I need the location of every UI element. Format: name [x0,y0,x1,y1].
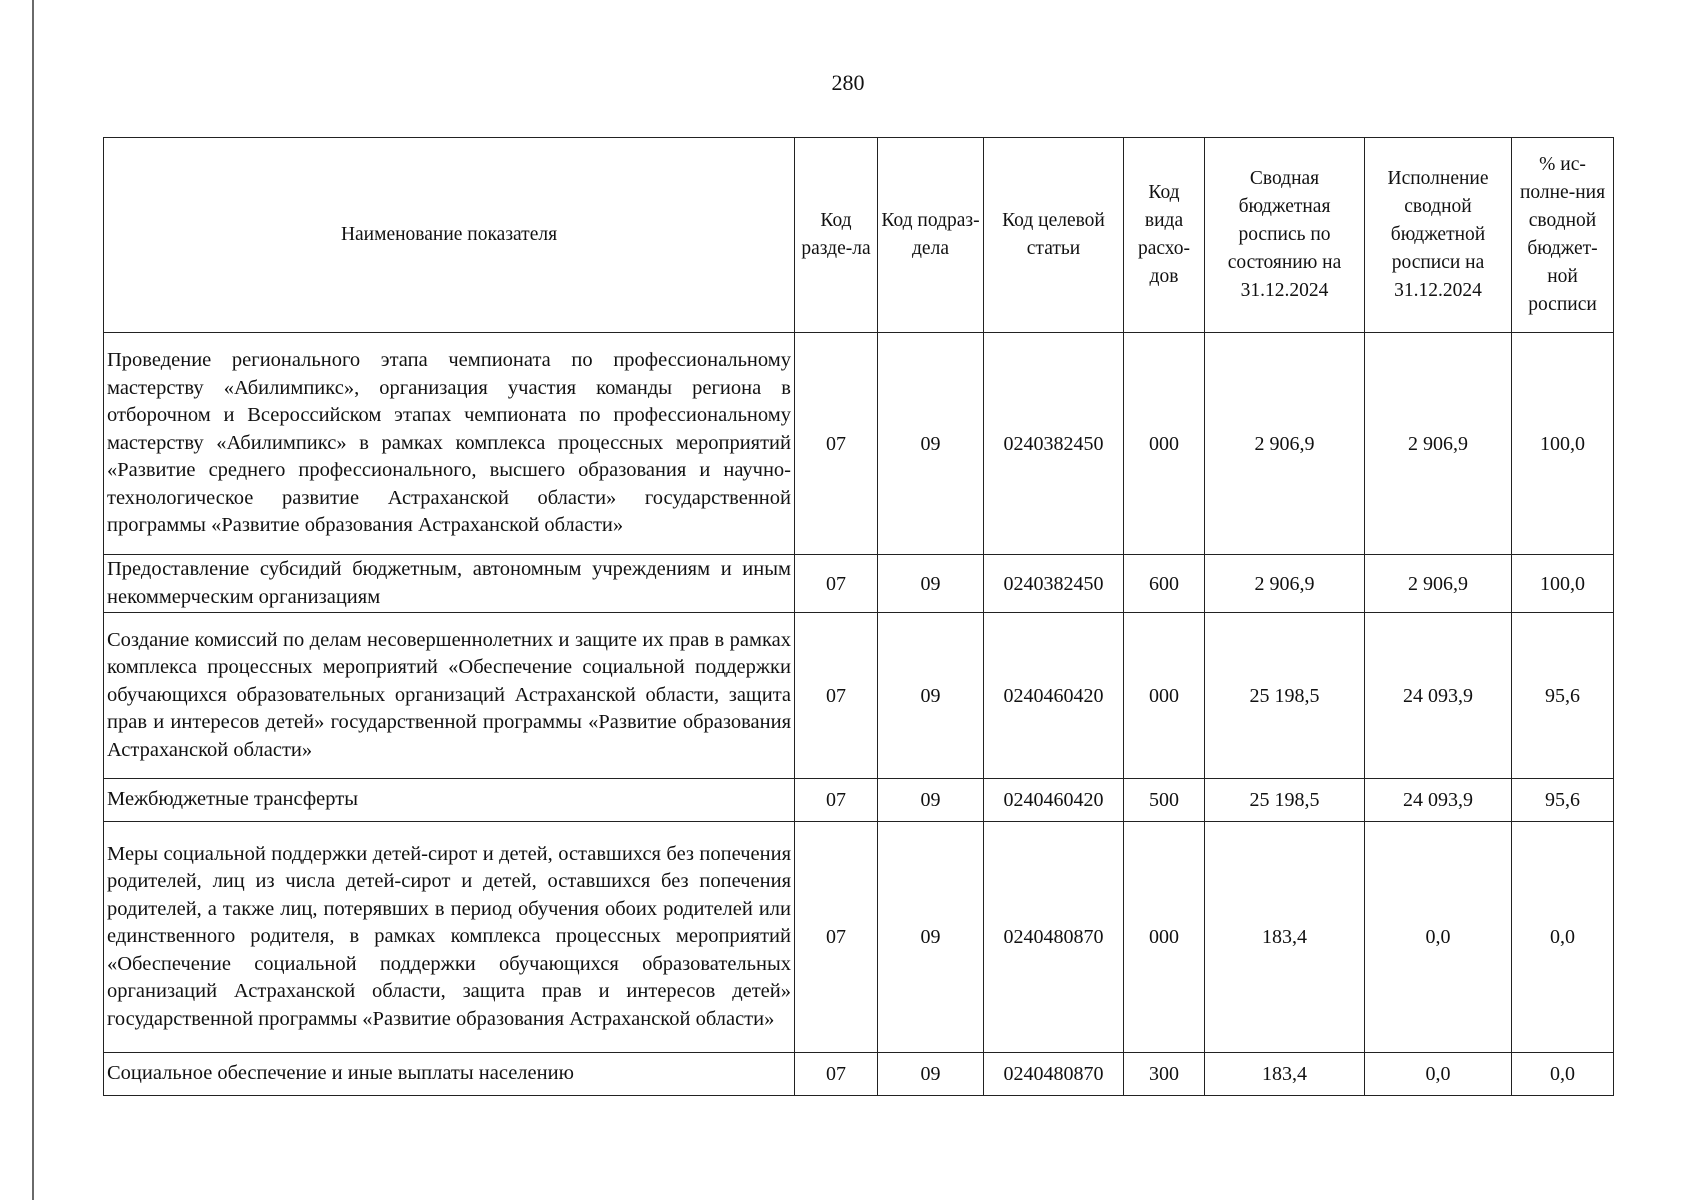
row-subsection: 09 [878,613,984,779]
row-section: 07 [795,1053,878,1096]
table-row [104,1053,1614,1096]
header-name: Наименование показателя [104,138,795,333]
budget-execution-table [103,137,1614,1096]
row-target: 0240460420 [984,613,1124,779]
row-name: Предоставление субсидий бюджетным, автономным учреждениям и иным некоммерческим организациям [104,555,795,613]
row-percent: 95,6 [1512,779,1614,822]
table-row [104,779,1614,822]
header-expense-type: Код вида расхо-дов [1124,138,1205,333]
row-type: 000 [1124,822,1205,1053]
row-percent: 0,0 [1512,822,1614,1053]
row-percent: 100,0 [1512,333,1614,555]
row-type: 300 [1124,1053,1205,1096]
row-target: 0240480870 [984,822,1124,1053]
header-target-code: Код целевой статьи [984,138,1124,333]
row-execution: 2 906,9 [1365,555,1512,613]
header-section-code: Код разде-ла [795,138,878,333]
row-section: 07 [795,779,878,822]
row-section: 07 [795,333,878,555]
row-target: 0240382450 [984,333,1124,555]
row-name: Межбюджетные трансферты [104,779,795,822]
row-execution: 24 093,9 [1365,779,1512,822]
table-row [104,613,1614,779]
row-section: 07 [795,613,878,779]
header-execution: Исполнение сводной бюджетной росписи на 31.12.2024 [1365,138,1512,333]
row-name: Социальное обеспечение и иные выплаты населению [104,1053,795,1096]
row-execution: 2 906,9 [1365,333,1512,555]
row-percent: 100,0 [1512,555,1614,613]
row-section: 07 [795,555,878,613]
row-budget: 25 198,5 [1205,779,1365,822]
header-budget: Сводная бюджетная роспись по состоянию на 31.12.2024 [1205,138,1365,333]
header-percent: % ис-полне-ния сводной бюджет-ной росписи [1512,138,1614,333]
row-subsection: 09 [878,555,984,613]
row-percent: 95,6 [1512,613,1614,779]
row-execution: 0,0 [1365,822,1512,1053]
row-percent: 0,0 [1512,1053,1614,1096]
row-name: Проведение регионального этапа чемпионата по профессиональному мастерству «Абилимпикс», организация участия команды региона в отборочном и Всероссийском этапах чемпионата по профессиональному мастерству «Абилимпикс» в рамках комплекса процессных мероприятий «Развитие среднего профессионального, высшего образования и научно-технологическое развитие Астраханской области» государственной программы «Развитие образования Астраханской области» [104,333,795,555]
row-type: 000 [1124,333,1205,555]
row-target: 0240460420 [984,779,1124,822]
row-name: Создание комиссий по делам несовершеннолетних и защите их прав в рамках комплекса процессных мероприятий «Обеспечение социальной поддержки обучающихся образовательных организаций Астраханской области, защита прав и интересов детей» государственной программы «Развитие образования Астраханской области» [104,613,795,779]
row-budget: 183,4 [1205,1053,1365,1096]
row-budget: 2 906,9 [1205,333,1365,555]
page-number: 280 [831,70,865,95]
row-section: 07 [795,822,878,1053]
row-execution: 24 093,9 [1365,613,1512,779]
table-row [104,555,1614,613]
header-subsection-code: Код подраз-дела [878,138,984,333]
row-budget: 183,4 [1205,822,1365,1053]
row-subsection: 09 [878,779,984,822]
table-row [104,333,1614,555]
row-budget: 2 906,9 [1205,555,1365,613]
row-target: 0240480870 [984,1053,1124,1096]
row-execution: 0,0 [1365,1053,1512,1096]
row-subsection: 09 [878,822,984,1053]
table-row [104,822,1614,1053]
row-budget: 25 198,5 [1205,613,1365,779]
row-type: 000 [1124,613,1205,779]
row-subsection: 09 [878,333,984,555]
page-margin-line [32,0,34,1200]
row-name: Меры социальной поддержки детей-сирот и детей, оставшихся без попечения родителей, лиц из числа детей-сирот и детей, оставшихся без попечения родителей, а также лиц, потерявших в период обучения обоих родителей или единственного родителя, в рамках комплекса процессных мероприятий «Обеспечение социальной поддержки обучающихся образовательных организаций Астраханской области, защита прав и интересов детей» государственной программы «Развитие образования Астраханской области» [104,822,795,1053]
row-target: 0240382450 [984,555,1124,613]
table-header-row [104,138,1614,333]
row-type: 600 [1124,555,1205,613]
row-type: 500 [1124,779,1205,822]
row-subsection: 09 [878,1053,984,1096]
